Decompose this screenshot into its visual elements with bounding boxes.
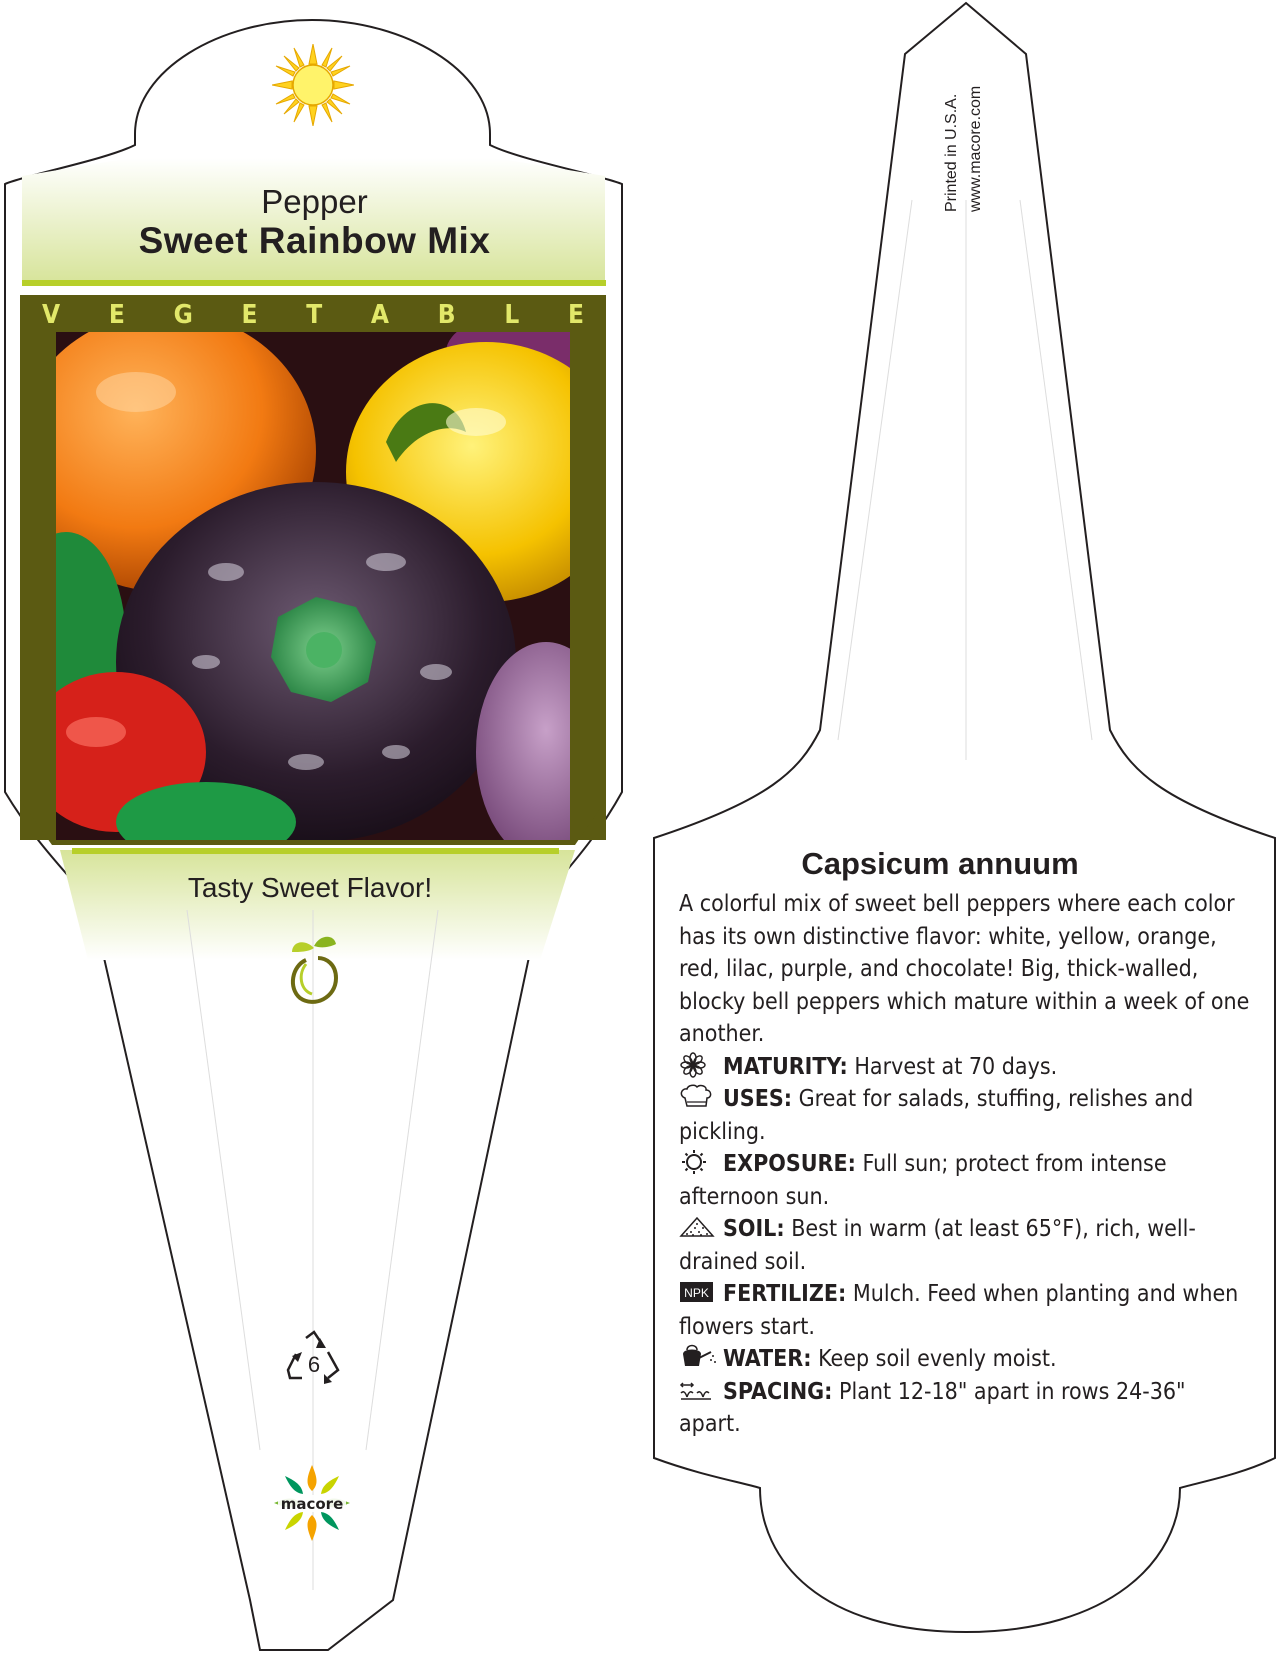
care-label: SPACING:: [723, 1378, 833, 1405]
spacing-icon: [679, 1377, 717, 1403]
care-spacing: [679, 1376, 1251, 1441]
brand-name: macore: [280, 1495, 344, 1513]
care-instructions: [679, 888, 1251, 1441]
variety-name: Sweet Rainbow Mix: [138, 220, 491, 261]
category-letter: T: [306, 300, 323, 330]
category-letter: A: [370, 300, 390, 330]
sun-icon: [679, 1149, 717, 1175]
care-water: [679, 1343, 1251, 1376]
npk-icon: [679, 1279, 717, 1305]
care-exposure: [679, 1148, 1251, 1213]
category-letter: V: [42, 300, 61, 330]
front-header: [22, 184, 607, 288]
care-maturity: [679, 1051, 1251, 1084]
front-tagline-rule: [72, 848, 559, 854]
care-text: Great for salads, stuffing, relishes and pickling.: [679, 1086, 1194, 1145]
macore-logo: [270, 1463, 354, 1547]
care-text: Keep soil evenly moist.: [818, 1346, 1057, 1372]
category-letter: E: [108, 300, 125, 330]
npk-label: NPK: [684, 1286, 709, 1300]
category-label: [20, 295, 606, 335]
sun-icon: [272, 44, 354, 126]
sprout-icon: [286, 930, 342, 1006]
care-label: EXPOSURE:: [723, 1151, 856, 1177]
description: A colorful mix of sweet bell peppers where each color has its own distinctive flavor: white, yellow, orange, red, lilac, purple, and chocolate! Big, thick-walled, blocky bell peppers which mature within a week of one another.: [679, 891, 1250, 1047]
care-label: USES:: [723, 1086, 793, 1112]
category-letter: L: [504, 300, 520, 330]
category-letter: G: [173, 300, 193, 330]
care-soil: [679, 1213, 1251, 1278]
category-letter: E: [241, 300, 258, 330]
common-name: Pepper: [261, 183, 368, 220]
recycle-number: 6: [307, 1352, 321, 1377]
care-label: WATER:: [723, 1346, 812, 1372]
flower-icon: [679, 1052, 717, 1078]
care-label: FERTILIZE:: [723, 1281, 847, 1307]
category-letter: E: [567, 300, 584, 330]
care-text: Mulch. Feed when planting and when flowers start.: [679, 1281, 1239, 1340]
pepper-photo: [56, 332, 570, 840]
category-letter: B: [437, 300, 456, 330]
care-label: SOIL:: [723, 1216, 785, 1242]
watering-can-icon: [679, 1344, 717, 1370]
printer-credit: [940, 52, 984, 212]
tagline: Tasty Sweet Flavor!: [187, 872, 433, 903]
care-text: Full sun; protect from intense afternoon sun.: [679, 1151, 1167, 1210]
care-text: Best in warm (at least 65°F), rich, well-drained soil.: [679, 1216, 1196, 1275]
printed-in: Printed in U.S.A.: [943, 93, 960, 212]
chef-hat-icon: [679, 1084, 717, 1110]
printer-website: www.macore.com: [967, 85, 984, 212]
care-text: Harvest at 70 days.: [854, 1053, 1058, 1080]
soil-icon: [679, 1214, 717, 1240]
care-uses: [679, 1083, 1251, 1148]
botanical-name: Capsicum annuum: [801, 846, 1079, 881]
care-text: Plant 12-18" apart in rows 24-36" apart.: [679, 1378, 1186, 1437]
care-fertilize: [679, 1278, 1251, 1343]
recycle-icon: [284, 1330, 344, 1384]
care-label: MATURITY:: [723, 1053, 848, 1080]
